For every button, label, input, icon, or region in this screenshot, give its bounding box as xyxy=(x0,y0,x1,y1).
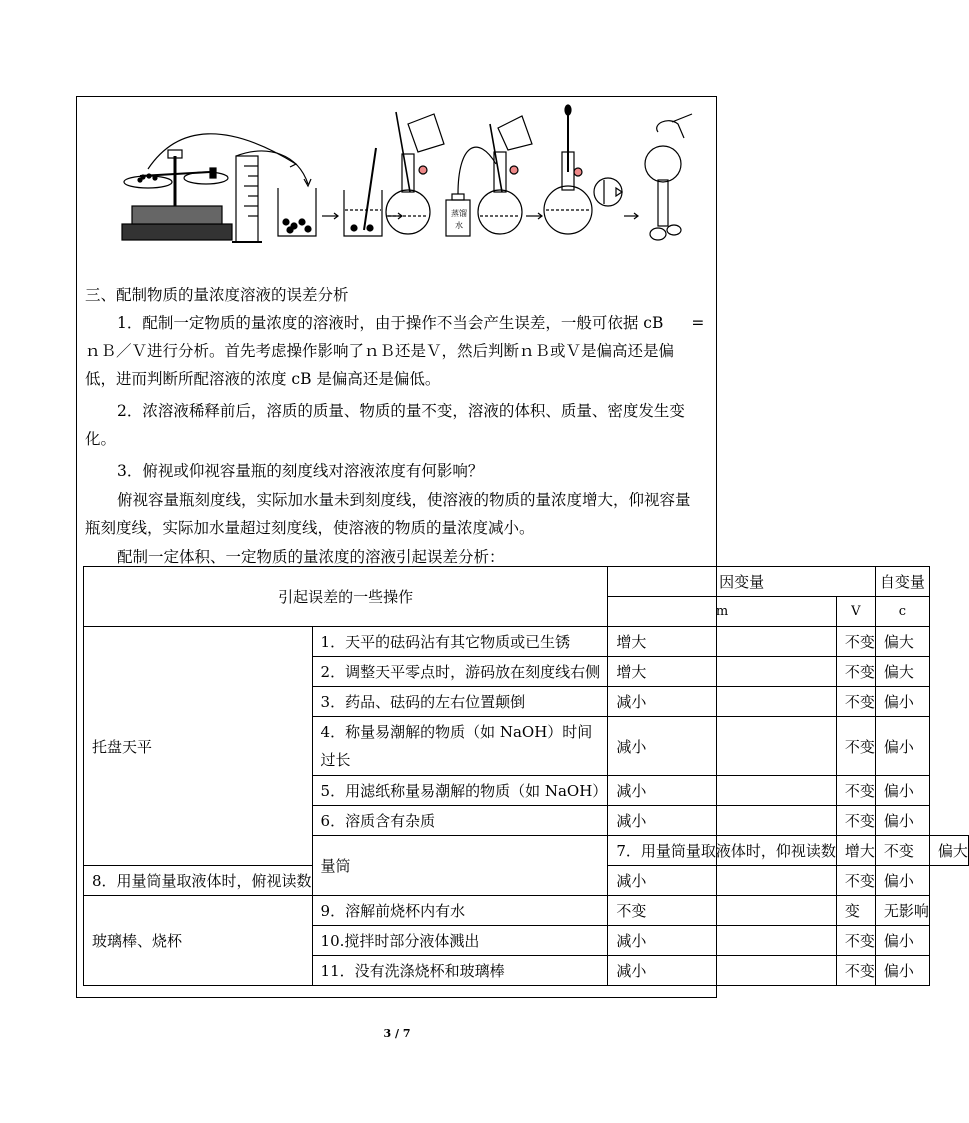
row-m: 减小 xyxy=(608,806,837,836)
row-operation: 6．溶质含有杂质 xyxy=(312,806,608,836)
paragraph-4-line-2: 瓶刻度线，实际加水量超过刻度线，使溶液的物质的量浓度减小。 xyxy=(85,519,535,537)
row-operation: 3．药品、砝码的左右位置颠倒 xyxy=(312,687,608,717)
row-c: 偏大 xyxy=(875,627,929,657)
row-v: 不变 xyxy=(836,806,875,836)
row-v: 不变 xyxy=(836,776,875,806)
row-m: 减小 xyxy=(608,866,837,896)
row-v: 不变 xyxy=(875,836,929,866)
row-operation: 5．用滤纸称量易潮解的物质（如 NaOH） xyxy=(312,776,608,806)
paragraph-1-line-1-text: 1．配制一定物质的量浓度的溶液时，由于操作不当会产生误差，一般可依据 cB xyxy=(117,314,664,332)
row-operation: 11．没有洗涤烧杯和玻璃棒 xyxy=(312,956,608,986)
balance-icon xyxy=(122,150,232,240)
row-operation: 7．用量筒量取液体时，仰视读数 xyxy=(608,836,837,866)
row-m: 减小 xyxy=(608,926,837,956)
paragraph-2-line-1: 2．浓溶液稀释前后，溶质的质量、物质的量不变，溶液的体积、质量、密度发生变 xyxy=(117,402,685,420)
section-heading: 三、配制物质的量浓度溶液的误差分析 xyxy=(85,286,349,304)
row-v: 变 xyxy=(836,896,875,926)
row-m: 不变 xyxy=(608,896,837,926)
group-balance: 托盘天平 xyxy=(84,627,313,866)
table-intro: 配制一定体积、一定物质的量浓度的溶液引起误差分析： xyxy=(117,548,505,566)
row-operation: 4．称量易潮解的物质（如 NaOH）时间过长 xyxy=(312,717,608,776)
wash-bottle-label-1: 蒸馏 xyxy=(451,209,467,218)
header-independent-variable: 自变量 xyxy=(875,567,929,597)
subheader-c: c xyxy=(875,597,929,627)
beaker-stirring-icon xyxy=(344,148,382,236)
row-v: 不变 xyxy=(836,926,875,956)
paragraph-3-question: 3．俯视或仰视容量瓶的刻度线对溶液浓度有何影响？ xyxy=(117,462,484,480)
volumetric-flask-pour-icon xyxy=(386,112,444,234)
row-v: 不变 xyxy=(836,717,875,776)
row-m: 减小 xyxy=(608,687,837,717)
row-c: 无影响 xyxy=(875,896,929,926)
subheader-v: V xyxy=(836,597,875,627)
paragraph-2-line-2: 化。 xyxy=(85,430,117,448)
group-cylinder: 量筒 xyxy=(312,836,608,896)
row-v: 不变 xyxy=(836,866,875,896)
paragraph-4-line-1: 俯视容量瓶刻度线，实际加水量未到刻度线，使溶液的物质的量浓度增大，仰视容量 xyxy=(117,491,691,509)
row-v: 不变 xyxy=(836,657,875,687)
preparation-steps-illustration xyxy=(118,104,698,254)
row-c: 偏小 xyxy=(875,687,929,717)
row-c: 偏小 xyxy=(875,717,929,776)
row-m: 减小 xyxy=(608,956,837,986)
row-c: 偏小 xyxy=(875,776,929,806)
row-c: 偏小 xyxy=(875,956,929,986)
row-c: 偏大 xyxy=(875,657,929,687)
paragraph-1-line-2: ｎＢ／Ｖ进行分析。首先考虑操作影响了ｎＢ还是Ｖ，然后判断ｎＢ或Ｖ是偏高还是偏 xyxy=(85,342,675,360)
wash-bottle-label-2: 水 xyxy=(455,221,463,230)
row-v: 不变 xyxy=(836,687,875,717)
row-m: 增大 xyxy=(836,836,875,866)
equals-sign: = xyxy=(691,314,705,332)
row-c: 偏大 xyxy=(929,836,968,866)
row-c: 偏小 xyxy=(875,926,929,956)
group-glass-rod-beaker: 玻璃棒、烧杯 xyxy=(84,896,313,986)
row-operation: 10.搅拌时部分液体溅出 xyxy=(312,926,608,956)
row-operation: 2．调整天平零点时，游码放在刻度线右侧 xyxy=(312,657,608,687)
row-c: 偏小 xyxy=(875,806,929,836)
paragraph-1-line-3: 低，进而判断所配溶液的浓度 cB 是偏高还是偏低。 xyxy=(85,370,441,388)
row-v: 不变 xyxy=(836,627,875,657)
row-m: 减小 xyxy=(608,776,837,806)
flask-inverting-icon xyxy=(645,114,692,240)
beaker-icon xyxy=(278,188,316,236)
graduated-cylinder-icon xyxy=(232,156,262,242)
volumetric-flask-fill-icon xyxy=(478,116,532,234)
row-m: 增大 xyxy=(608,627,837,657)
row-c: 偏小 xyxy=(875,866,929,896)
row-v: 不变 xyxy=(836,956,875,986)
page-number: 3 / 7 xyxy=(383,1027,411,1040)
row-m: 减小 xyxy=(608,717,837,776)
meniscus-zoom-icon xyxy=(594,178,622,206)
header-operations: 引起误差的一些操作 xyxy=(84,567,608,627)
header-dependent-variable: 因变量 xyxy=(608,567,876,597)
error-analysis-table xyxy=(83,566,969,986)
subheader-m: m xyxy=(608,597,837,627)
row-operation: 1．天平的砝码沾有其它物质或已生锈 xyxy=(312,627,608,657)
paragraph-1-line-1 xyxy=(117,314,704,332)
row-operation: 9．溶解前烧杯内有水 xyxy=(312,896,608,926)
row-m: 增大 xyxy=(608,657,837,687)
flask-dropper-icon xyxy=(544,105,592,234)
row-operation: 8．用量筒量取液体时，俯视读数 xyxy=(84,866,313,896)
